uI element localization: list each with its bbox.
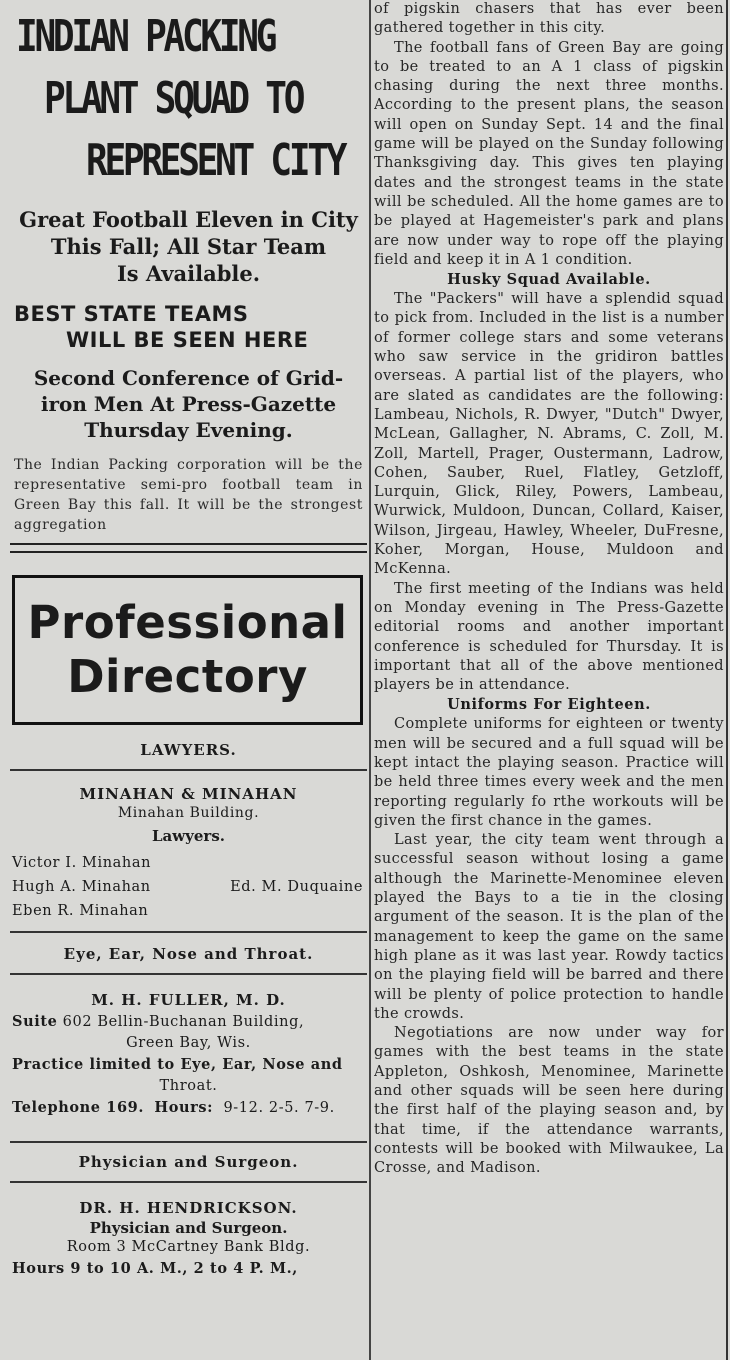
partner-name: Ed. M. Duquaine bbox=[230, 879, 363, 895]
firm-name: MINAHAN & MINAHAN bbox=[79, 785, 298, 803]
doctor-role: Physician and Surgeon. bbox=[89, 1219, 288, 1237]
article-lead-paragraph: The Indian Packing corporation will be the representative semi-pro football team in Green Bay this fall. It will be the strongest aggregation bbox=[14, 457, 363, 533]
doctor-practice-cont: Throat. bbox=[159, 1078, 218, 1094]
headline-line-1: INDIAN PACKING bbox=[16, 11, 275, 62]
directory-title-line-1: Professional bbox=[27, 596, 348, 649]
divider bbox=[10, 1181, 367, 1183]
divider bbox=[10, 1141, 367, 1143]
directory-title-box bbox=[12, 575, 363, 725]
doctor-room: Room 3 McCartney Bank Bldg. bbox=[66, 1239, 311, 1255]
partner-name: Hugh A. Minahan bbox=[12, 879, 151, 895]
right-column bbox=[374, 0, 724, 1360]
page-edge-rule bbox=[726, 0, 728, 1360]
doctor-hours: Hours 9 to 10 A. M., 2 to 4 P. M., bbox=[12, 1260, 298, 1277]
practice-label: Practice limited to Eye, Ear, Nose and bbox=[12, 1056, 343, 1073]
deck-1-line: Is Available. bbox=[116, 261, 261, 286]
divider bbox=[10, 931, 367, 933]
hours-value: 9-12. 2-5. 7-9. bbox=[223, 1100, 335, 1116]
doctor-practice bbox=[12, 1054, 367, 1076]
lawyers-heading: LAWYERS. bbox=[140, 741, 237, 759]
doctor-phone-hours bbox=[12, 1097, 367, 1119]
column-rule bbox=[369, 0, 371, 1360]
deck-3-line: iron Men At Press-Gazette bbox=[40, 392, 337, 416]
phone-label: Telephone 169. bbox=[12, 1099, 144, 1116]
article-paragraph: Negotiations are now under way for games with the best teams in the state Appleton, Oshkosh, Menominee, Marinette and other squads will be seen here during the first half of the playing season and, by that time, if the attendance warrants, contests will be booked with Milwaukee, La Crosse, and Madison. bbox=[374, 1025, 724, 1177]
article-paragraph: The first meeting of the Indians was held on Monday evening in The Press-Gazette editorial rooms and another important conference is scheduled for Thursday. It is important that all of the above mentioned players be in attendance. bbox=[374, 580, 724, 694]
subheadline-deck-3 bbox=[10, 365, 367, 443]
headline-line-2: PLANT SQUAD TO bbox=[44, 73, 303, 124]
doctor-city: Green Bay, Wis. bbox=[126, 1035, 251, 1051]
article-paragraph: The "Packers" will have a splendid squad to pick from. Included in the list is a number of former college stars and some veterans who saw service in the gridiron battles overseas. A partial list of the players, who are slated as candidates are the following: Lambeau, Nichols, R. Dwyer, "Dutch" Dwyer, McLean, Gallagher, N. Abrams, C. Zoll, M. Zoll, Martell, Prager, Oustermann, Ladrow, Cohen, Sauber, Ruel, Flatley, Getzloff, Lurquin, Glick, Riley, Powers, Lambeau, Wurwick, Muldoon, Duncan, Collard, Kaiser, Wilson, Jirgeau, Hawley, Wheeler, DuFresne, Koher, Morgan, House, Muldoon and McKenna. bbox=[374, 291, 724, 578]
partner-row bbox=[12, 875, 367, 899]
doctor-name: DR. H. HENDRICKSON. bbox=[79, 1199, 298, 1217]
hours-label: Hours: bbox=[154, 1099, 214, 1116]
deck-1-line: This Fall; All Star Team bbox=[50, 234, 327, 259]
partner-name: Eben R. Minahan bbox=[12, 903, 149, 919]
section-divider bbox=[10, 543, 367, 553]
suite-address: 602 Bellin-Buchanan Building, bbox=[62, 1014, 305, 1030]
deck-3-line: Second Conference of Grid- bbox=[33, 366, 344, 390]
article-paragraph: The football fans of Green Bay are going to be treated to an A 1 class of pigskin chasing during the next three months. According to the present plans, the season will open on Sunday Sept. 14 and the final game will be played on the Sunday following Thanksgiving day. This gives ten playing dates and the strongest teams in the state will be scheduled. All the home games are to be played at Hagemeister's park and plans are now under way to rope off the playing field and keep it in A 1 condition. bbox=[374, 39, 724, 268]
article-subhead: Uniforms For Eighteen. bbox=[447, 696, 651, 714]
suite-label: Suite bbox=[12, 1013, 58, 1030]
headline-line-3: REPRESENT CITY bbox=[86, 135, 345, 186]
article-subhead: Husky Squad Available. bbox=[447, 271, 651, 289]
deck-1-line: Great Football Eleven in City bbox=[19, 207, 358, 232]
partner-name: Victor I. Minahan bbox=[12, 855, 152, 871]
subheadline-deck-2 bbox=[14, 301, 367, 353]
doctor-name: M. H. FULLER, M. D. bbox=[91, 991, 286, 1009]
deck-2-line: BEST STATE TEAMS bbox=[14, 302, 249, 326]
deck-2-line: WILL BE SEEN HERE bbox=[66, 328, 309, 352]
deck-3-line: Thursday Evening. bbox=[84, 418, 293, 442]
eye-ear-heading: Eye, Ear, Nose and Throat. bbox=[63, 945, 314, 963]
article-paragraph: Last year, the city team went through a successful season without losing a game although the Marinette-Menominee eleven played the Bays to a tie in the closing argument of the season. It is the plan of the management to keep the game on the same high plane as it was last year. Rowdy tactics on the playing field will be barred and there will be plenty of police protection to handle the crowds. bbox=[374, 832, 724, 1022]
divider bbox=[10, 769, 367, 771]
physician-heading: Physician and Surgeon. bbox=[78, 1153, 299, 1171]
firm-role: Lawyers. bbox=[151, 827, 225, 845]
subheadline-deck-1 bbox=[10, 206, 367, 287]
article-paragraph: Complete uniforms for eighteen or twenty men will be secured and a full squad will be kept intact the playing season. Practice will be held three times every week and the men reporting regularly fo rthe workouts will be given the first chance in the games. bbox=[374, 716, 724, 829]
divider bbox=[10, 973, 367, 975]
doctor-suite bbox=[12, 1011, 367, 1033]
left-column bbox=[10, 0, 367, 1360]
directory-title-line-2: Directory bbox=[67, 650, 308, 703]
firm-building: Minahan Building. bbox=[117, 805, 260, 821]
article-paragraph: of pigskin chasers that has ever been gathered together in this city. bbox=[374, 1, 724, 37]
